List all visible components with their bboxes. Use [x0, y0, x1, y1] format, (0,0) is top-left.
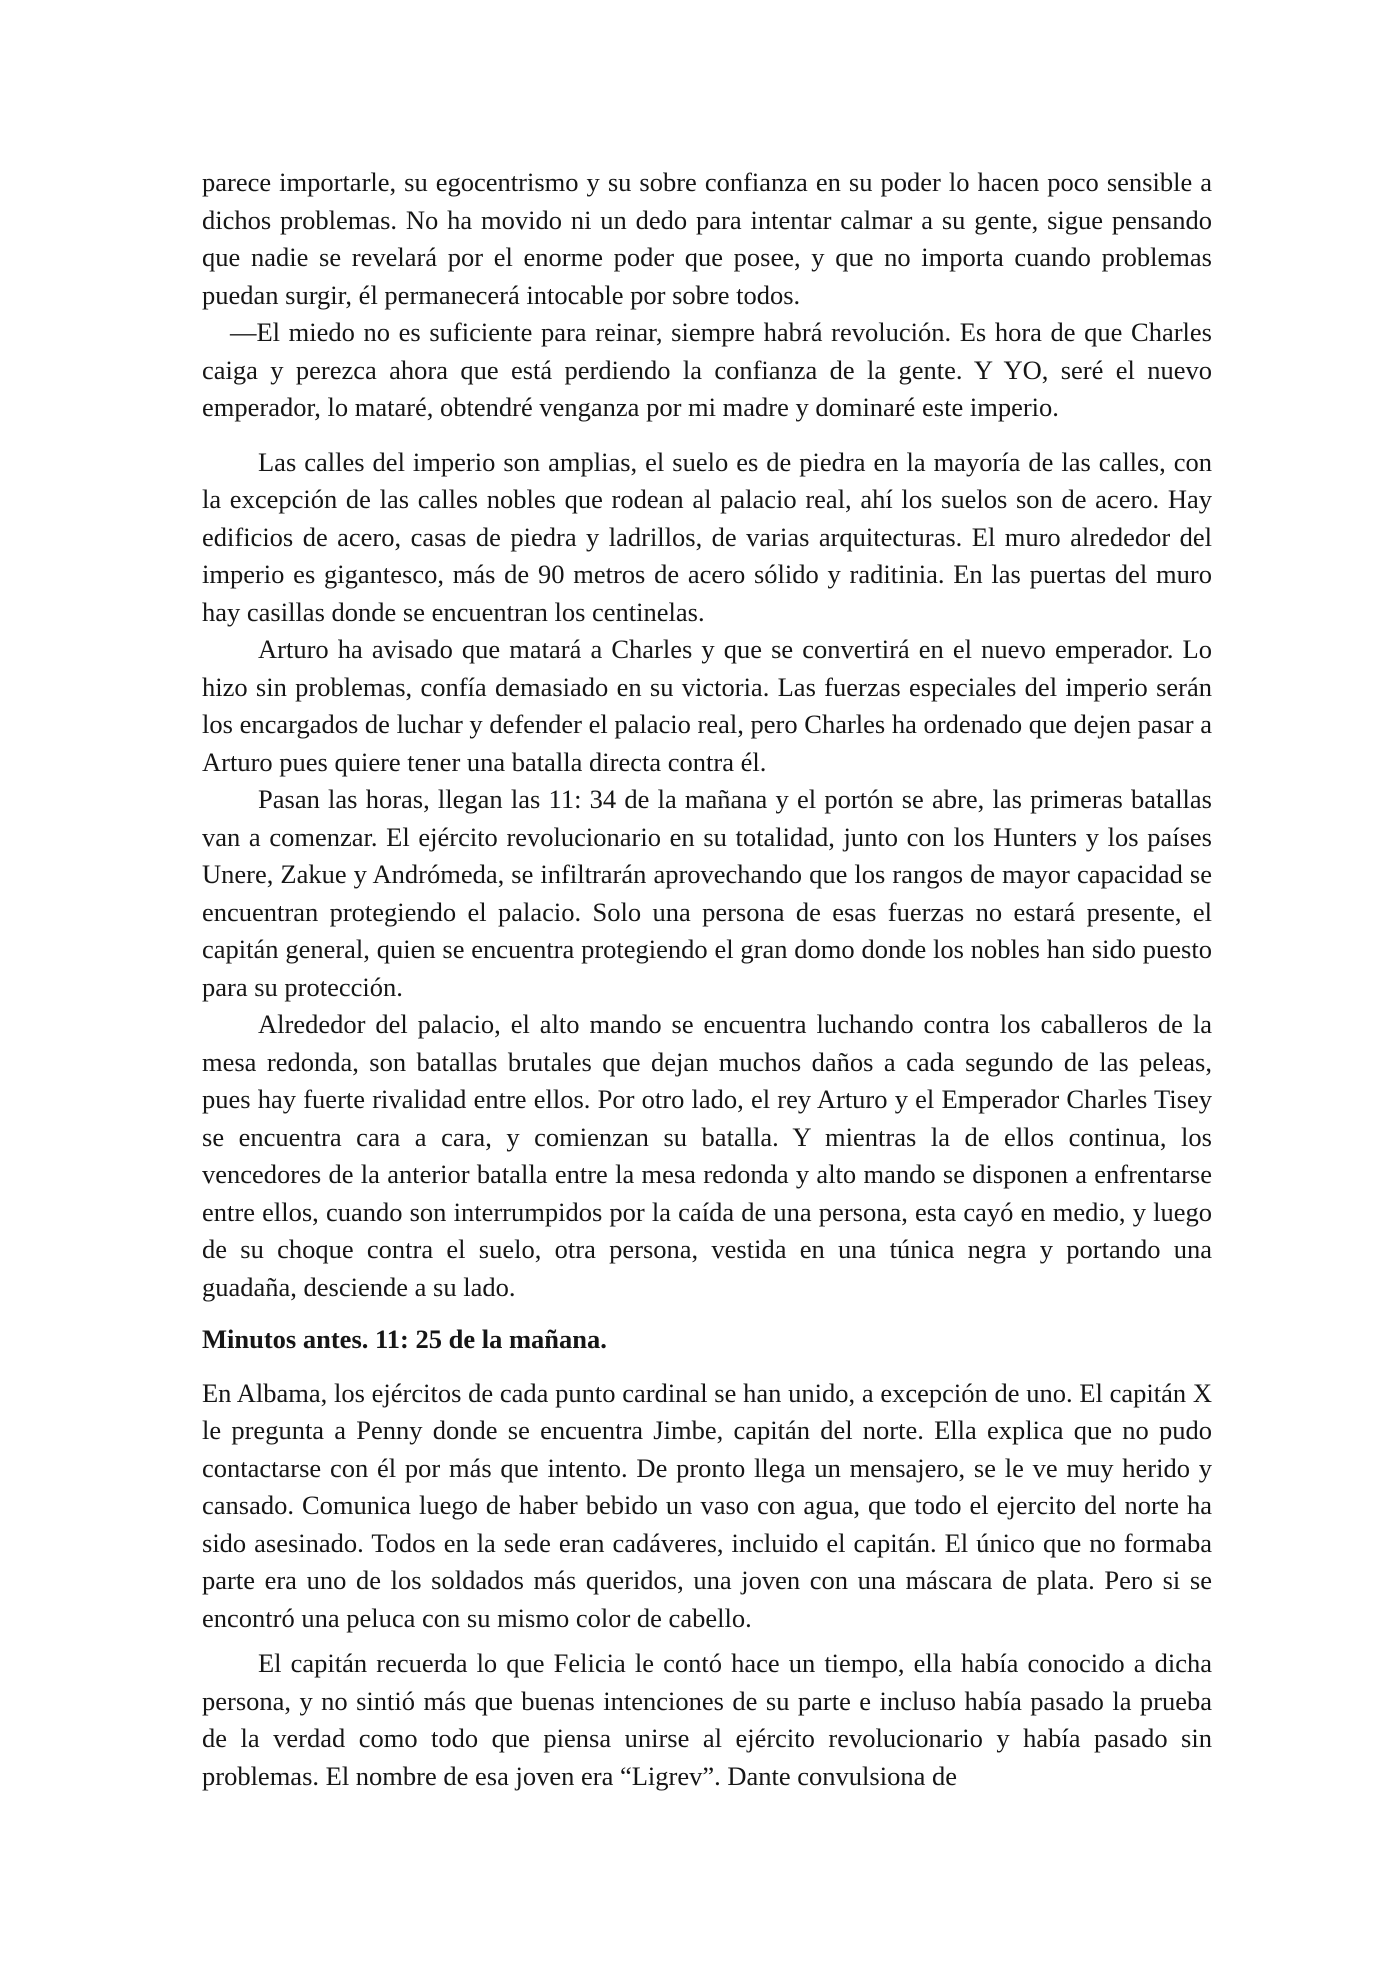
- paragraph-empire-streets: Las calles del imperio son amplias, el suelo es de piedra en la mayoría de las calles, con la excepción de las calles nobles que rodean al palacio real, ahí los suelos son de acero. Hay edificios de acero, casas de piedra y ladrillos, de varias arquitecturas. El muro alrededor del imperio es gigantesco, más de 90 metros de acero sólido y raditinia. En las puertas del muro hay casillas donde se encuentran los centinelas.: [202, 446, 1212, 627]
- paragraph-continuation: parece importarle, su egocentrismo y su sobre confianza en su poder lo hacen poco sensible a dichos problemas. No ha movido ni un dedo para intentar calmar a su gente, sigue pensando que nadie se revelará por el enorme poder que posee, y que no importa cuando problemas puedan surgir, él permanecerá intocable por sobre todos.: [202, 167, 1212, 310]
- paragraph-albama: En Albama, los ejércitos de cada punto cardinal se han unido, a excepción de uno. El capitán X le pregunta a Penny donde se encuentra Jimbe, capitán del norte. Ella explica que no pudo contactarse con él por más que intento. De pronto llega un mensajero, se le ve muy herido y cansado. Comunica luego de haber bebido un vaso con agua, que todo el ejercito del norte ha sido asesinado. Todos en la sede eran cadáveres, incluido el capitán. El único que no formaba parte era uno de los soldados más queridos, una joven con una máscara de plata. Pero si se encontró una peluca con su mismo color de cabello.: [202, 1377, 1212, 1633]
- paragraph-dialogue: —El miedo no es suficiente para reinar, siempre habrá revolución. Es hora de que Charles caiga y perezca ahora que está perdiendo la confianza de la gente. Y YO, seré el nuevo emperador, lo mataré, obtendré venganza por mi madre y dominaré este imperio.: [202, 317, 1212, 422]
- paragraph-captain-remembers: El capitán recuerda lo que Felicia le contó hace un tiempo, ella había conocido a dicha persona, y no sintió más que buenas intenciones de su parte e incluso había pasado la prueba de la verdad como todo que piensa unirse al ejército revolucionario y había pasado sin problemas. El nombre de esa joven era “Ligrev”. Dante convulsiona de: [202, 1648, 1212, 1791]
- paragraph-arturo-warning: Arturo ha avisado que matará a Charles y que se convertirá en el nuevo emperador. Lo hizo sin problemas, confía demasiado en su victoria. Las fuerzas especiales del imperio serán los encargados de luchar y defender el palacio real, pero Charles ha ordenado que dejen pasar a Arturo pues quiere tener una batalla directa contra él.: [202, 634, 1212, 777]
- paragraph-palace-battle: Alrededor del palacio, el alto mando se encuentra luchando contra los caballeros de la mesa redonda, son batallas brutales que dejan muchos daños a cada segundo de las peleas, pues hay fuerte rivalidad entre ellos. Por otro lado, el rey Arturo y el Emperador Charles Tisey se encuentra cara a cara, y comienzan su batalla. Y mientras la de ellos continua, los vencedores de la anterior batalla entre la mesa redonda y alto mando se disponen a enfrentarse entre ellos, cuando son interrumpidos por la caída de una persona, esta cayó en medio, y luego de su choque contra el suelo, otra persona, vestida en una túnica negra y portando una guadaña, desciende a su lado.: [202, 1009, 1212, 1302]
- paragraph-hours-pass: Pasan las horas, llegan las 11: 34 de la mañana y el portón se abre, las primeras batallas van a comenzar. El ejército revolucionario en su totalidad, junto con los Hunters y los países Unere, Zakue y Andrómeda, se infiltrarán aprovechando que los rangos de mayor capacidad se encuentran protegiendo el palacio. Solo una persona de esas fuerzas no estará presente, el capitán general, quien se encuentra protegiendo el gran domo donde los nobles han sido puesto para su protección.: [202, 784, 1212, 1002]
- section-heading: Minutos antes. 11: 25 de la mañana.: [202, 1324, 607, 1354]
- document-body: [202, 164, 1212, 1795]
